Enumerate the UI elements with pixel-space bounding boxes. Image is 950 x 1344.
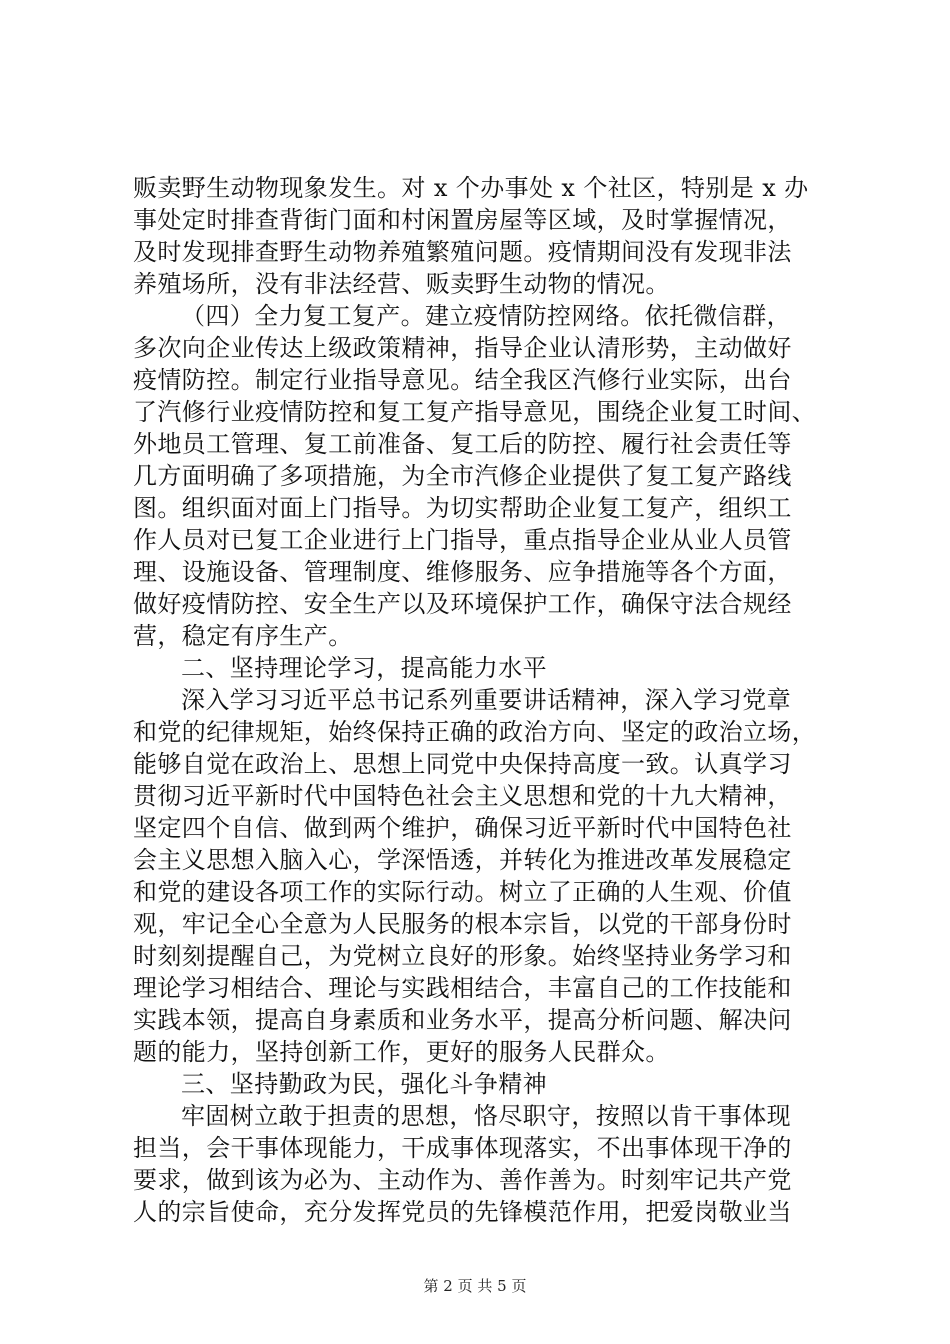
text-line: 坚定四个自信、做到两个维护，确保习近平新时代中国特色社 [133,814,792,842]
text-line: 外地员工管理、复工前准备、复工后的防控、履行社会责任等 [133,430,792,458]
text-line: 深入学习习近平总书记系列重要讲话精神，深入学习党章 [181,686,791,714]
text-line: 担当，会干事体现能力，干成事体现落实，不出事体现干净的 [133,1134,792,1162]
text-line: 题的能力，坚持创新工作，更好的服务人民群众。 [133,1038,670,1066]
text-line: 会主义思想入脑入心，学深悟透，并转化为推进改革发展稳定 [133,846,792,874]
text-line: 几方面明确了多项措施，为全市汽修企业提供了复工复产路线 [133,462,792,490]
text-line: 作人员对已复工企业进行上门指导，重点指导企业从业人员管 [133,526,792,554]
text-line: 了汽修行业疫情防控和复工复产指导意见，围绕企业复工时间、 [133,398,817,426]
text-line: 贩卖野生动物现象发生。对 x 个办事处 x 个社区，特别是 x 办 [133,174,809,202]
text-line: 时刻刻提醒自己，为党树立良好的形象。始终坚持业务学习和 [133,942,792,970]
text-line: 和党的建设各项工作的实际行动。树立了正确的人生观、价值 [133,878,792,906]
text-line: 做好疫情防控、安全生产以及环境保护工作，确保守法合规经 [133,590,792,618]
text-line: 二、坚持理论学习，提高能力水平 [181,654,547,682]
text-line: 牢固树立敢于担责的思想，恪尽职守，按照以肯干事体现 [181,1102,791,1130]
text-line: 要求，做到该为必为、主动作为、善作善为。时刻牢记共产党 [133,1166,792,1194]
text-line: 理论学习相结合、理论与实践相结合，丰富自己的工作技能和 [133,974,792,1002]
text-line: 观，牢记全心全意为人民服务的根本宗旨，以党的干部身份时 [133,910,792,938]
document-body [133,172,853,1228]
text-line: 疫情防控。制定行业指导意见。结全我区汽修行业实际，出台 [133,366,792,394]
text-line: 营，稳定有序生产。 [133,622,353,650]
text-line: 图。组织面对面上门指导。为切实帮助企业复工复产，组织工 [133,494,792,522]
page-footer: 第 2 页 共 5 页 [423,1277,527,1295]
text-line: 多次向企业传达上级政策精神，指导企业认清形势，主动做好 [133,334,792,362]
text-line: 贯彻习近平新时代中国特色社会主义思想和党的十九大精神， [133,782,792,810]
text-line: 人的宗旨使命，充分发挥党员的先锋模范作用，把爱岗敬业当 [133,1198,792,1226]
text-line: 三、坚持勤政为民，强化斗争精神 [181,1070,547,1098]
text-line: 事处定时排查背街门面和村闲置房屋等区域，及时掌握情况， [133,206,792,234]
text-line: 养殖场所，没有非法经营、贩卖野生动物的情况。 [133,270,670,298]
text-line: （四）全力复工复产。建立疫情防控网络。依托微信群， [181,302,791,330]
text-line: 理、设施设备、管理制度、维修服务、应争措施等各个方面， [133,558,792,586]
text-line: 和党的纪律规矩，始终保持正确的政治方向、坚定的政治立场， [133,718,817,746]
text-line: 及时发现排查野生动物养殖繁殖问题。疫情期间没有发现非法 [133,238,792,266]
text-line: 能够自觉在政治上、思想上同党中央保持高度一致。认真学习 [133,750,792,778]
text-line: 实践本领，提高自身素质和业务水平，提高分析问题、解决问 [133,1006,792,1034]
